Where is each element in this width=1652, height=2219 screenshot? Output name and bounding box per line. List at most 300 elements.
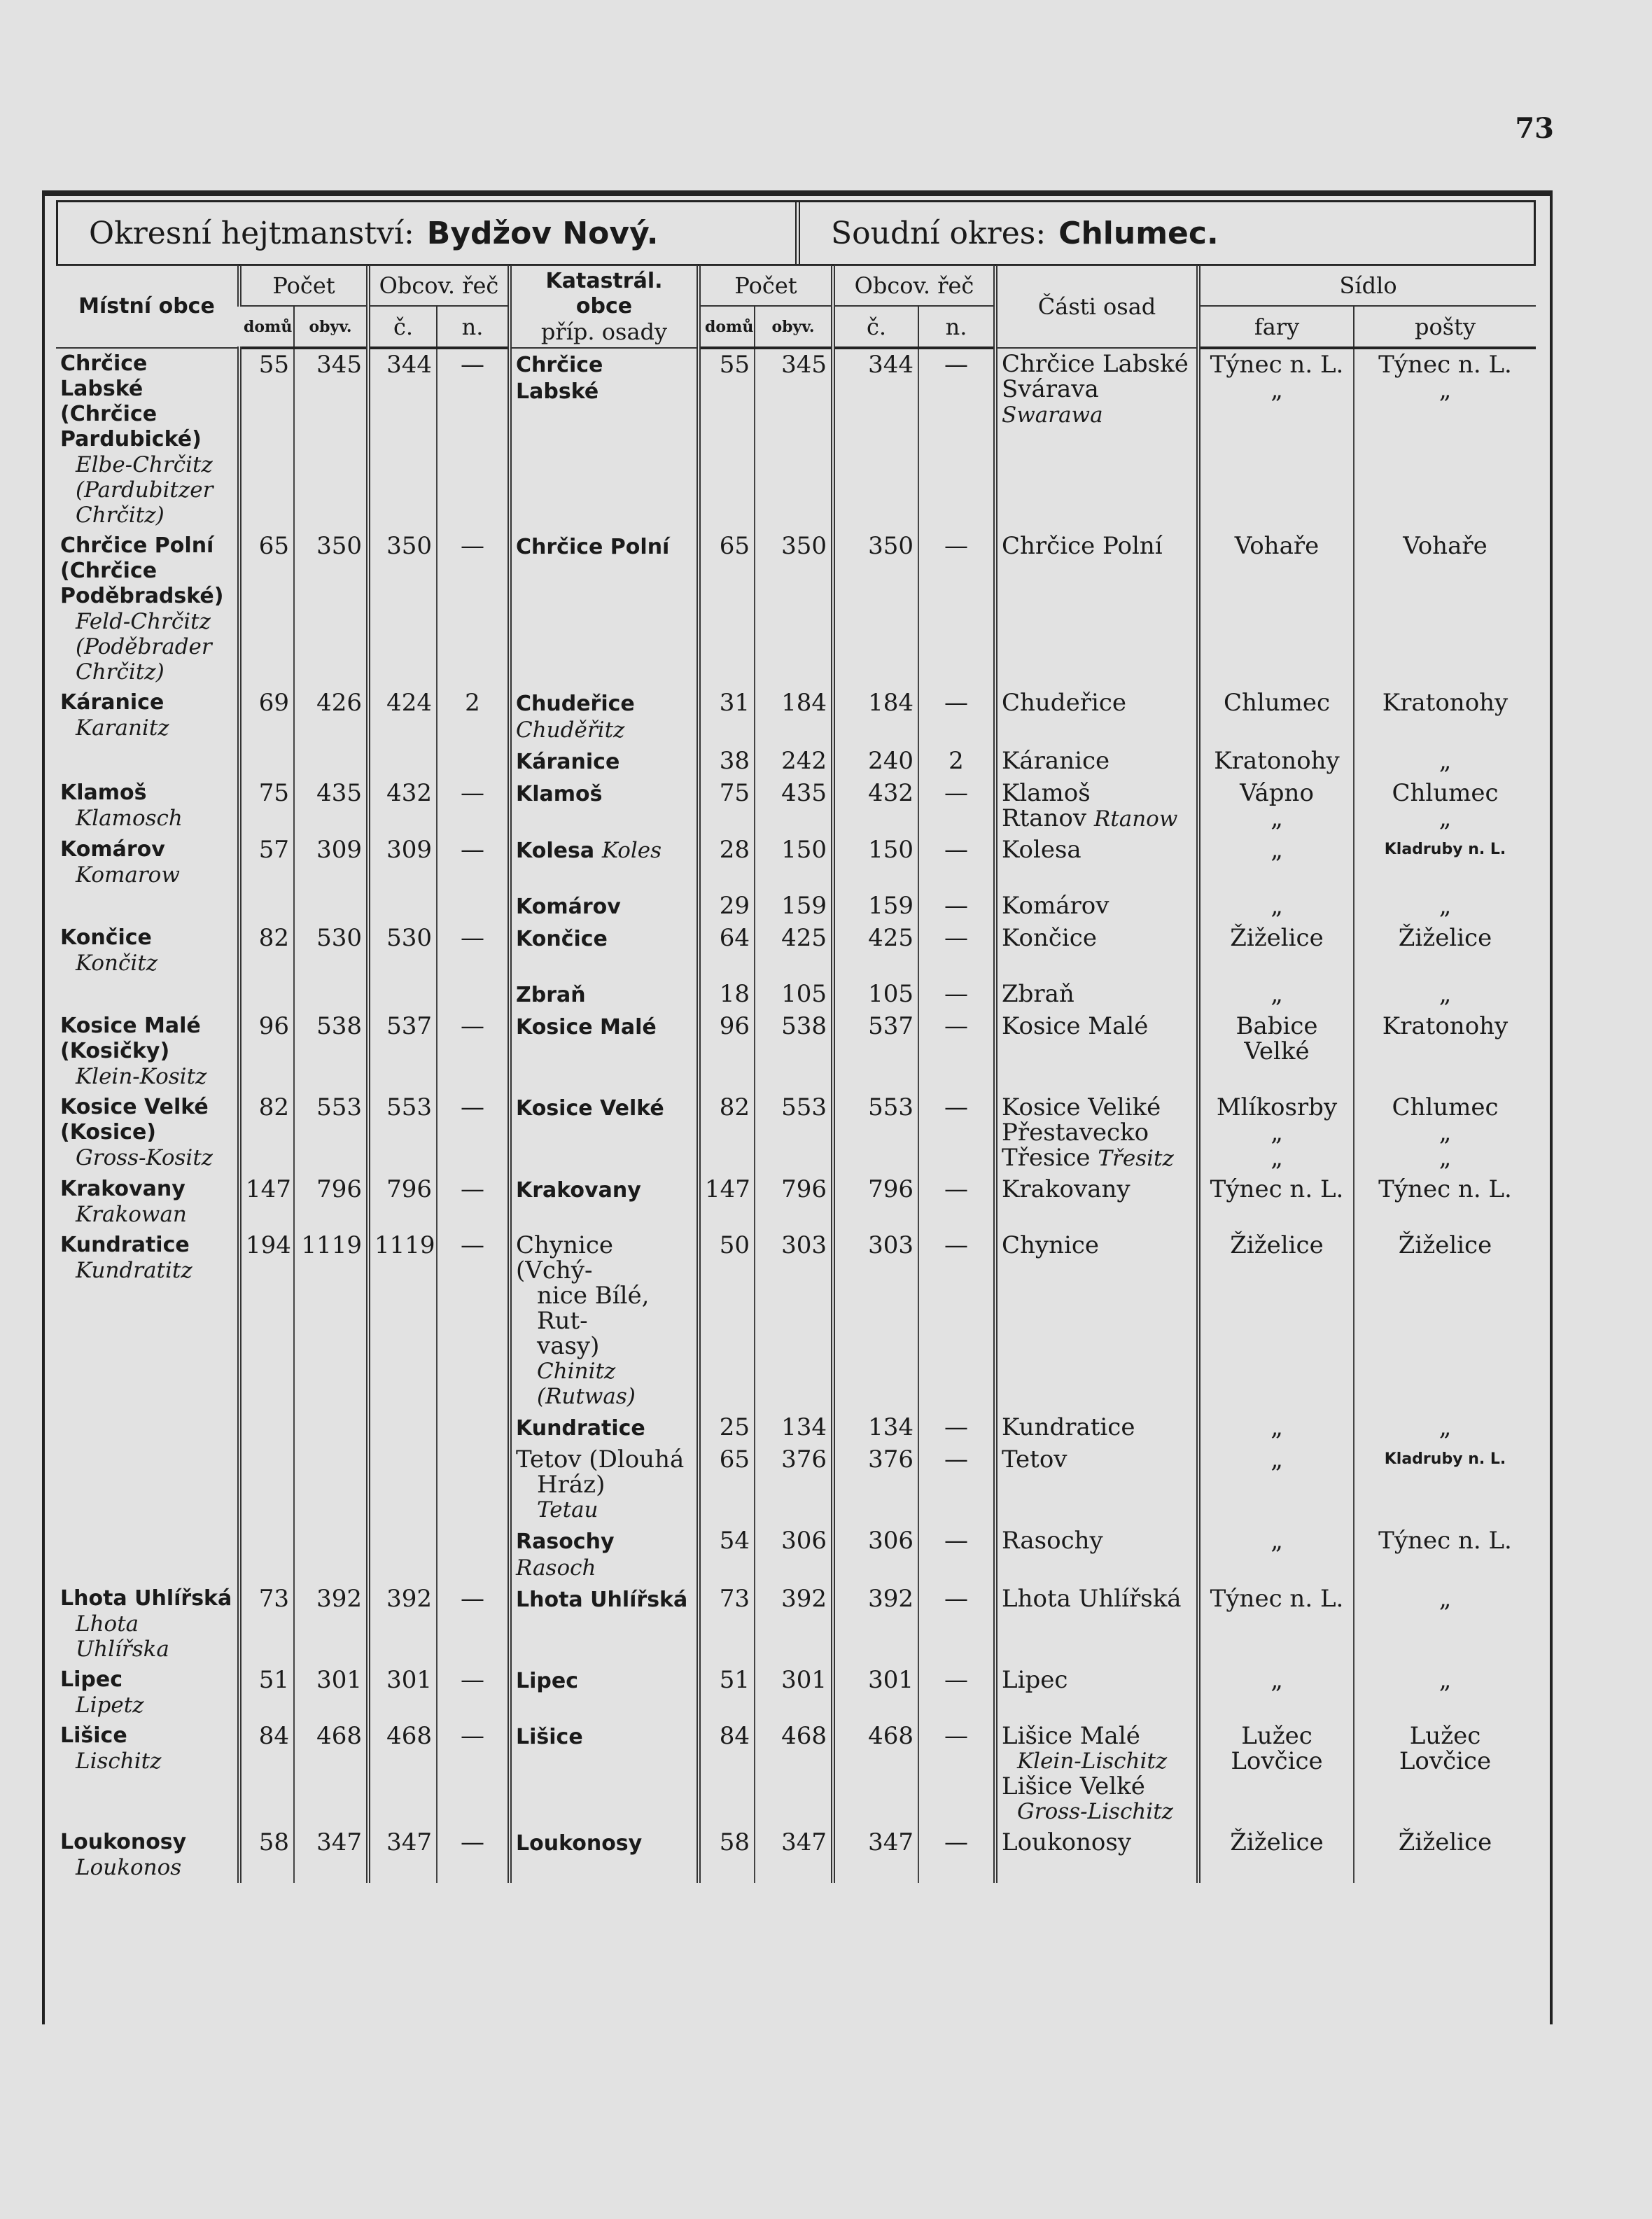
- obec-obyv: [294, 1444, 368, 1525]
- obec-obyv-value: 468: [316, 1722, 362, 1750]
- katastr-domu: [699, 1721, 755, 1827]
- obec-domu: [239, 923, 294, 979]
- posty-cell: [1354, 1174, 1536, 1230]
- casti-osad-cell: [995, 1665, 1198, 1721]
- katastr-obyv: [755, 1721, 833, 1827]
- katastr-domu: [699, 890, 755, 923]
- obec-cell: [56, 1174, 239, 1230]
- obec-cell: [56, 1412, 239, 1444]
- casti-name: Klamoš: [1002, 779, 1091, 807]
- court-name: Chlumec.: [1058, 215, 1219, 251]
- obec-cell: [56, 923, 239, 979]
- obec-nemecky: [437, 1827, 510, 1883]
- obec-nemecky: [437, 1011, 510, 1092]
- posty-cell: [1354, 1721, 1536, 1827]
- katastr-c-value: 344: [868, 351, 913, 379]
- katastr-cell: [510, 531, 699, 687]
- katastr-name: Chudeřice: [516, 692, 635, 716]
- fary-cell: [1198, 687, 1354, 746]
- obec-name-de: Gross-Kositz: [76, 1145, 214, 1170]
- fary-value: Babice Velké: [1236, 1012, 1318, 1065]
- katastr-domu: [699, 531, 755, 687]
- posty-value: „: [1438, 804, 1452, 832]
- katastr-domu: [699, 1827, 755, 1883]
- casti-name: Káranice: [1002, 747, 1110, 775]
- katastr-domu: [699, 1174, 755, 1230]
- katastr-domu-value: 75: [719, 779, 750, 807]
- obec-domu: [239, 1092, 294, 1174]
- katastr-domu-value: 58: [719, 1828, 750, 1856]
- katastr-n-value: —: [944, 1527, 968, 1555]
- katastr-n-value: —: [944, 1722, 968, 1750]
- obec-cell: [56, 1230, 239, 1412]
- obec-cell: [56, 1444, 239, 1525]
- katastr-c-value: 150: [868, 836, 913, 864]
- obec-nemecky: [437, 1092, 510, 1174]
- katastr-obyv-value: 350: [781, 532, 827, 560]
- katastr-n-value: 2: [948, 747, 964, 775]
- census-table: [56, 265, 1536, 1883]
- obec-cell: [56, 1092, 239, 1174]
- katastr-name: Kosice Velké: [516, 1096, 664, 1121]
- casti-name: Tetov: [1002, 1446, 1068, 1474]
- casti-line: [1002, 1667, 1192, 1693]
- posty-value: Kratonohy: [1382, 689, 1508, 717]
- casti-line: [1002, 690, 1192, 715]
- katastr-name-de: (Rutwas): [537, 1384, 636, 1409]
- fary-cell: [1198, 1230, 1354, 1412]
- posty-value: „: [1438, 980, 1452, 1008]
- katastr-domu: [699, 348, 755, 531]
- katastr-cesky: [833, 1583, 918, 1665]
- obec-c-value: 424: [386, 689, 432, 717]
- obec-obyv-value: 796: [316, 1175, 362, 1203]
- casti-osad-cell: [995, 979, 1198, 1011]
- katastr-cesky: [833, 1444, 918, 1525]
- casti-name: Kundratice: [1002, 1413, 1135, 1441]
- katastr-name: Chrčice Labské: [516, 353, 603, 404]
- posty-value: „: [1438, 376, 1452, 404]
- obec-domu: [239, 834, 294, 890]
- katastr-obyv: [755, 1174, 833, 1230]
- katastr-nemecky: [918, 1011, 995, 1092]
- table-row: [56, 687, 1536, 746]
- obec-name: Kundratice: [60, 1233, 190, 1257]
- col-katastr-l2: příp. osady: [540, 318, 668, 345]
- obec-obyv-value: 309: [316, 836, 362, 864]
- katastr-obyv: [755, 890, 833, 923]
- obec-obyv-value: 553: [316, 1093, 362, 1121]
- obec-name-de: Končitz: [76, 951, 158, 976]
- obec-name-de: Lhota Uhlířska: [76, 1611, 169, 1662]
- casti-name-de: Swarawa: [1002, 402, 1103, 428]
- table-row: [56, 531, 1536, 687]
- katastr-cell: [510, 979, 699, 1011]
- katastr-obyv: [755, 348, 833, 531]
- casti-name: Lišice Malé: [1002, 1722, 1140, 1750]
- obec-cesky: [368, 1412, 437, 1444]
- obec-nemecky: [437, 746, 510, 778]
- obec-obyv: [294, 979, 368, 1011]
- posty-cell: [1354, 1583, 1536, 1665]
- katastr-n-value: —: [944, 1828, 968, 1856]
- posty-value: Lovčice: [1399, 1747, 1492, 1775]
- obec-name-de: Klein-Kositz: [76, 1064, 207, 1089]
- katastr-cesky: [833, 834, 918, 890]
- casti-name: Lhota Uhlířská: [1002, 1585, 1182, 1613]
- katastr-nemecky: [918, 687, 995, 746]
- obec-obyv-value: 435: [316, 779, 362, 807]
- katastr-nemecky: [918, 531, 995, 687]
- col-katastr: [510, 265, 699, 348]
- table-row: [56, 1525, 1536, 1583]
- table-row: [56, 348, 1536, 531]
- katastr-nemecky: [918, 1412, 995, 1444]
- katastr-cesky: [833, 1525, 918, 1583]
- katastr-nemecky: [918, 1665, 995, 1721]
- katastr-n-value: —: [944, 689, 968, 717]
- casti-name: Zbraň: [1002, 980, 1074, 1008]
- katastr-obyv-value: 134: [781, 1413, 827, 1441]
- obec-c-value: 1119: [374, 1231, 435, 1259]
- casti-line: [1002, 1120, 1192, 1145]
- fary-value: „: [1270, 836, 1283, 864]
- obec-domu: [239, 1583, 294, 1665]
- casti-osad-cell: [995, 890, 1198, 923]
- katastr-n-value: —: [944, 351, 968, 379]
- katastr-n-value: —: [944, 1585, 968, 1613]
- katastr-name: Komárov: [516, 895, 621, 919]
- katastr-nemecky: [918, 1230, 995, 1412]
- fary-value: Lužec: [1241, 1722, 1312, 1750]
- table-row: [56, 1174, 1536, 1230]
- katastr-name: Chynice (Vchý-: [516, 1231, 614, 1284]
- obec-name-de: Chrčitz): [76, 503, 164, 528]
- obec-cesky: [368, 890, 437, 923]
- obec-n-value: —: [461, 1175, 484, 1203]
- table-row: [56, 1721, 1536, 1827]
- obec-name-de: Klamosch: [76, 806, 183, 831]
- obec-cell: [56, 1583, 239, 1665]
- obec-nemecky: [437, 1721, 510, 1827]
- katastr-cesky: [833, 746, 918, 778]
- table-row: [56, 979, 1536, 1011]
- obec-obyv: [294, 1230, 368, 1412]
- obec-domu-value: 96: [258, 1012, 289, 1040]
- katastr-nemecky: [918, 1525, 995, 1583]
- obec-nemecky: [437, 834, 510, 890]
- fary-cell: [1198, 1665, 1354, 1721]
- posty-value: „: [1438, 892, 1452, 920]
- obec-c-value: 432: [386, 779, 432, 807]
- obec-name-de: Loukonos: [76, 1855, 182, 1880]
- casti-name: Krakovany: [1002, 1175, 1130, 1203]
- obec-obyv: [294, 1827, 368, 1883]
- obec-obyv-value: 1119: [301, 1231, 362, 1259]
- katastr-obyv: [755, 1665, 833, 1721]
- casti-line: [1002, 748, 1192, 774]
- casti-name: Kosice Malé: [1002, 1012, 1149, 1040]
- katastr-cell: [510, 923, 699, 979]
- obec-domu-value: 194: [246, 1231, 291, 1259]
- col-c-2: č.: [833, 306, 918, 348]
- obec-name: Krakovany: [60, 1177, 186, 1201]
- katastr-cesky: [833, 1174, 918, 1230]
- district-label: Okresní hejtmanství:: [89, 215, 414, 251]
- katastr-obyv-value: 184: [781, 689, 827, 717]
- posty-cell: [1354, 834, 1536, 890]
- casti-line: [1002, 377, 1192, 428]
- casti-name: Rtanov: [1002, 804, 1087, 832]
- posty-value: „: [1438, 1119, 1452, 1147]
- obec-domu: [239, 687, 294, 746]
- katastr-c-value: 159: [868, 892, 913, 920]
- obec-obyv: [294, 1583, 368, 1665]
- posty-value: Týnec n. L.: [1378, 1527, 1512, 1555]
- fary-value: „: [1270, 892, 1283, 920]
- posty-cell: [1354, 348, 1536, 531]
- posty-value: Kratonohy: [1382, 1012, 1508, 1040]
- obec-name: (Kosičky): [60, 1039, 170, 1063]
- obec-domu-value: 57: [258, 836, 289, 864]
- casti-name-de: Gross-Lischitz: [1017, 1799, 1173, 1824]
- casti-name: Přestavecko: [1002, 1119, 1149, 1147]
- casti-name: Lipec: [1002, 1666, 1068, 1694]
- obec-cell: [56, 1011, 239, 1092]
- katastr-obyv-value: 150: [781, 836, 827, 864]
- katastr-obyv-value: 376: [781, 1446, 827, 1474]
- katastr-n-value: —: [944, 1012, 968, 1040]
- posty-cell: [1354, 1444, 1536, 1525]
- casti-osad-cell: [995, 1412, 1198, 1444]
- obec-nemecky: [437, 923, 510, 979]
- obec-n-value: —: [461, 1828, 484, 1856]
- katastr-cesky: [833, 979, 918, 1011]
- col-obcov-rec: Obcov. řeč: [368, 265, 510, 306]
- katastr-name-de: Koles: [601, 838, 662, 863]
- katastr-n-value: —: [944, 836, 968, 864]
- katastr-name-cont: nice Bílé, Rut-: [537, 1282, 650, 1335]
- court-cell: [800, 216, 1219, 251]
- fary-cell: [1198, 1174, 1354, 1230]
- katastr-obyv-value: 303: [781, 1231, 827, 1259]
- casti-name: Kolesa: [1002, 836, 1082, 864]
- fary-value: Mlíkosrby: [1216, 1093, 1338, 1121]
- katastr-obyv-value: 345: [781, 351, 827, 379]
- casti-name: Svárava: [1002, 375, 1099, 403]
- obec-n-value: —: [461, 779, 484, 807]
- katastr-obyv-value: 392: [781, 1585, 827, 1613]
- district-header: [56, 200, 1536, 266]
- obec-domu: [239, 1011, 294, 1092]
- katastr-domu-value: 65: [719, 1446, 750, 1474]
- fary-value: „: [1270, 1666, 1283, 1694]
- katastr-cesky: [833, 687, 918, 746]
- katastr-n-value: —: [944, 779, 968, 807]
- katastr-cesky: [833, 1092, 918, 1174]
- court-label: Soudní okres:: [831, 215, 1046, 251]
- col-obyv-2: obyv.: [755, 306, 833, 348]
- table-head: [56, 265, 1536, 348]
- obec-obyv-value: 347: [316, 1828, 362, 1856]
- katastr-cell: [510, 778, 699, 834]
- fary-value: Žiželice: [1230, 924, 1324, 952]
- posty-cell: [1354, 531, 1536, 687]
- casti-name: Končice: [1002, 924, 1097, 952]
- katastr-domu-value: 96: [719, 1012, 750, 1040]
- obec-name: Lipec: [60, 1667, 123, 1692]
- katastr-cell: [510, 1721, 699, 1827]
- posty-value: Týnec n. L.: [1378, 1175, 1512, 1203]
- katastr-c-value: 392: [868, 1585, 913, 1613]
- obec-obyv-value: 345: [316, 351, 362, 379]
- casti-osad-cell: [995, 1827, 1198, 1883]
- katastr-domu-value: 29: [719, 892, 750, 920]
- obec-cell: [56, 1525, 239, 1583]
- casti-line: [1002, 780, 1192, 806]
- col-domu: domů: [239, 306, 294, 348]
- obec-obyv: [294, 687, 368, 746]
- katastr-domu-value: 54: [719, 1527, 750, 1555]
- posty-value: Žiželice: [1398, 924, 1492, 952]
- katastr-name: Klamoš: [516, 782, 603, 806]
- obec-cell: [56, 890, 239, 923]
- obec-domu: [239, 531, 294, 687]
- katastr-obyv: [755, 1444, 833, 1525]
- casti-line: [1002, 1723, 1192, 1749]
- katastr-cell: [510, 890, 699, 923]
- katastr-nemecky: [918, 1583, 995, 1665]
- katastr-c-value: 303: [868, 1231, 913, 1259]
- katastr-obyv: [755, 1011, 833, 1092]
- katastr-name: Lipec: [516, 1669, 579, 1693]
- katastr-obyv: [755, 979, 833, 1011]
- district-cell: [58, 202, 800, 264]
- katastr-n-value: —: [944, 1093, 968, 1121]
- obec-name-de: (Pardubitzer: [76, 477, 214, 503]
- col-obcov-rec-2: Obcov. řeč: [833, 265, 995, 306]
- table-row: [56, 1583, 1536, 1665]
- fary-cell: [1198, 1827, 1354, 1883]
- obec-c-value: 468: [386, 1722, 432, 1750]
- katastr-nemecky: [918, 348, 995, 531]
- katastr-domu: [699, 1444, 755, 1525]
- fary-value: „: [1270, 1144, 1283, 1172]
- obec-obyv: [294, 531, 368, 687]
- fary-value: Lovčice: [1231, 1747, 1323, 1775]
- casti-name: Lišice Velké: [1002, 1772, 1145, 1800]
- obec-obyv-value: 530: [316, 924, 362, 952]
- obec-cesky: [368, 1583, 437, 1665]
- obec-obyv-value: 426: [316, 689, 362, 717]
- katastr-domu-value: 147: [705, 1175, 750, 1203]
- katastr-obyv: [755, 531, 833, 687]
- posty-value: „: [1438, 1585, 1452, 1613]
- katastr-domu: [699, 1665, 755, 1721]
- obec-cell: [56, 979, 239, 1011]
- fary-cell: [1198, 979, 1354, 1011]
- katastr-domu-value: 38: [719, 747, 750, 775]
- table-row: [56, 1412, 1536, 1444]
- katastr-domu-value: 65: [719, 532, 750, 560]
- posty-value: Lužec: [1409, 1722, 1481, 1750]
- obec-c-value: 537: [386, 1012, 432, 1040]
- katastr-domu: [699, 746, 755, 778]
- table-row: [56, 1444, 1536, 1525]
- fary-cell: [1198, 1011, 1354, 1092]
- fary-value: Žiželice: [1230, 1231, 1324, 1259]
- casti-name: Komárov: [1002, 892, 1110, 920]
- casti-name: Rasochy: [1002, 1527, 1103, 1555]
- katastr-cell: [510, 1011, 699, 1092]
- katastr-name: Tetov (Dlouhá: [516, 1446, 685, 1474]
- katastr-c-value: 105: [868, 980, 913, 1008]
- posty-cell: [1354, 687, 1536, 746]
- table-row: [56, 1230, 1536, 1412]
- katastr-c-value: 537: [868, 1012, 913, 1040]
- obec-name: Loukonosy: [60, 1830, 187, 1854]
- posty-value: Kladruby n. L.: [1384, 1450, 1506, 1468]
- casti-name: Kosice Veliké: [1002, 1093, 1161, 1121]
- casti-line: [1002, 1014, 1192, 1039]
- obec-domu-value: 147: [246, 1175, 291, 1203]
- obec-cell: [56, 778, 239, 834]
- casti-osad-cell: [995, 348, 1198, 531]
- obec-name: Chrčice Polní: [60, 533, 214, 558]
- katastr-nemecky: [918, 890, 995, 923]
- obec-obyv: [294, 778, 368, 834]
- fary-value: „: [1270, 376, 1283, 404]
- casti-line: [1002, 1774, 1192, 1799]
- katastr-cesky: [833, 1011, 918, 1092]
- casti-osad-cell: [995, 1174, 1198, 1230]
- obec-domu-value: 65: [258, 532, 289, 560]
- katastr-obyv-value: 159: [781, 892, 827, 920]
- col-pocet-2: Počet: [699, 265, 833, 306]
- casti-osad-cell: [995, 1230, 1198, 1412]
- katastr-obyv-value: 435: [781, 779, 827, 807]
- posty-value: Vohaře: [1403, 532, 1488, 560]
- katastr-domu: [699, 687, 755, 746]
- obec-cesky: [368, 1665, 437, 1721]
- obec-domu-value: 82: [258, 924, 289, 952]
- casti-name: Chrčice Polní: [1002, 532, 1163, 560]
- obec-name: Káranice: [60, 690, 164, 715]
- casti-line: [1002, 925, 1192, 951]
- obec-name: Pardubické): [60, 427, 202, 451]
- obec-c-value: 553: [386, 1093, 432, 1121]
- obec-domu: [239, 746, 294, 778]
- fary-value: „: [1270, 1413, 1283, 1441]
- casti-line: [1002, 893, 1192, 918]
- obec-name: Klamoš: [60, 780, 147, 805]
- katastr-n-value: —: [944, 924, 968, 952]
- katastr-name: Loukonosy: [516, 1831, 643, 1856]
- obec-domu-value: 75: [258, 779, 289, 807]
- casti-line: [1002, 806, 1192, 832]
- obec-obyv: [294, 1721, 368, 1827]
- obec-name-de: (Poděbrader: [76, 634, 212, 659]
- katastr-domu-value: 31: [719, 689, 750, 717]
- obec-n-value: —: [461, 836, 484, 864]
- katastr-cesky: [833, 1412, 918, 1444]
- katastr-nemecky: [918, 778, 995, 834]
- katastr-domu: [699, 1583, 755, 1665]
- katastr-c-value: 553: [868, 1093, 913, 1121]
- obec-c-value: 301: [386, 1666, 432, 1694]
- obec-obyv: [294, 890, 368, 923]
- katastr-cell: [510, 1174, 699, 1230]
